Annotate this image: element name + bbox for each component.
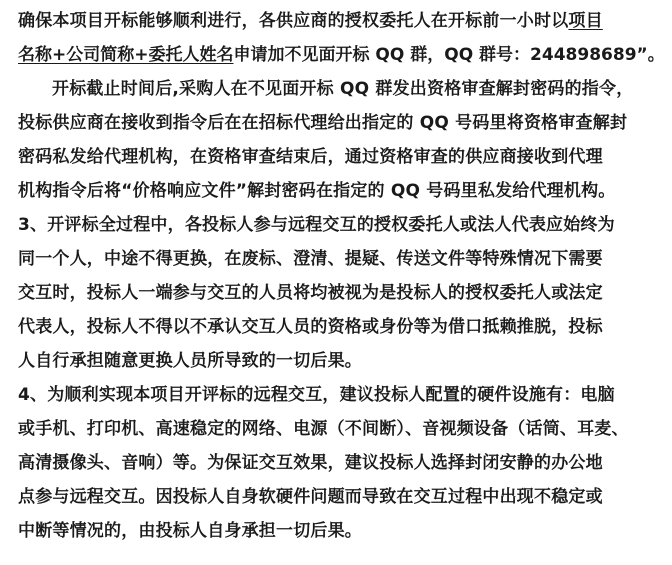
text-line-3 (52, 72, 633, 106)
text: 高清摄像头、音响）等。为保证交互效果，建议投标人选择封闭安静的办公地 (18, 453, 603, 473)
underlined-text: 名称+公司简称+委托人姓名 (18, 45, 234, 65)
text-line-15 (18, 480, 603, 514)
text-line-13 (18, 412, 629, 446)
text-line-7 (18, 208, 615, 242)
text-line-14 (18, 446, 603, 480)
text: 同一个人，中途不得更换，在废标、澄清、提疑、传送文件等特殊情况下需要 (18, 249, 603, 269)
text: 人自行承担随意更换人员所导致的一切后果。 (18, 351, 362, 371)
text-line-11 (18, 344, 362, 378)
text-line-5 (18, 140, 603, 174)
text: 交互时，投标人一端参与交互的人员将均被视为是投标人的授权委托人或法定 (18, 283, 603, 303)
text: 申请加不见面开标 QQ 群，QQ 群号：244898689”。 (233, 45, 665, 65)
text: 投标供应商在接收到指令后在在招标代理给出指定的 QQ 号码里将资格审查解封 (18, 113, 628, 133)
text: 点参与远程交互。因投标人自身软硬件问题而导致在交互过程中出现不稳定或 (18, 487, 603, 507)
text-line-1 (18, 4, 603, 38)
text: 4、为顺利实现本项目开评标的远程交互，建议投标人配置的硬件设施有：电脑 (18, 385, 615, 405)
text-line-2 (18, 38, 665, 72)
text: 或手机、打印机、高速稳定的网络、电源（不间断）、音视频设备（话筒、耳麦、 (18, 419, 629, 439)
text: 代表人，投标人不得以不承认交互人员的资格或身份等为借口抵赖推脱，投标 (18, 317, 603, 337)
text: 密码私发给代理机构，在资格审查结束后，通过资格审查的供应商接收到代理 (18, 147, 603, 167)
text: 中断等情况的，由投标人自身承担一切后果。 (18, 521, 362, 541)
text-line-8 (18, 242, 603, 276)
text-line-9 (18, 276, 603, 310)
text: 确保本项目开标能够顺利进行，各供应商的授权委托人在开标前一小时以 (18, 11, 569, 31)
underlined-text: 项目 (568, 11, 603, 31)
text-line-4 (18, 106, 627, 140)
text-line-10 (18, 310, 603, 344)
text-line-16 (18, 514, 362, 548)
text: 3、开评标全过程中，各投标人参与远程交互的授权委托人或法人代表应始终为 (18, 215, 615, 235)
text-line-12 (18, 378, 615, 412)
text: 机构指令后将“价格响应文件”解封密码在指定的 QQ 号码里私发给代理机构。 (18, 181, 616, 201)
text: 开标截止时间后,采购人在不见面开标 QQ 群发出资格审查解封密码的指令， (52, 79, 634, 99)
text-line-6 (18, 174, 615, 208)
